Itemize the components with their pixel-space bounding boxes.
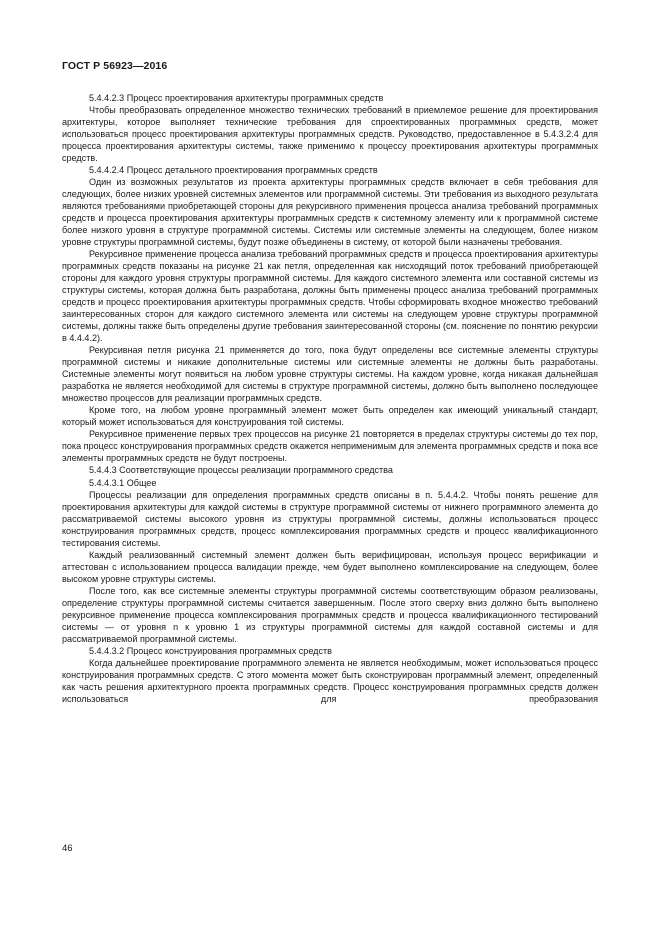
paragraph: Рекурсивная петля рисунка 21 применяется до того, пока будут определены все системные элементы структуры программной системы и никакие дополнительные системы или системные элементы не должны быть разработаны. Системные элементы могут появиться на любом уровне структуры системы. На каждом уровне, когда никакая дальнейшая разработка не является необходимой для системы в структуре программной системы, должно быть выполнено последующее множество процессов для реализации программных средств. [62,345,598,404]
standard-header: ГОСТ Р 56923—2016 [62,60,168,72]
section-heading-5-4-4-3-2: 5.4.4.3.2 Процесс конструирования программных средств [89,645,332,656]
page-number: 46 [62,843,73,854]
paragraph: Чтобы преобразовать определенное множество технических требований в приемлемое решение для проектирования архитектуры, которое выполняет технические требования для спроектированных программных средств, может использоваться процесс проектирования архитектуры программных средств. Руководство, предоставленное в 5.4.3.2.4 для процесса проектирования архитектуры системы, также применимо к процессу проектирования архитектуры программных средств. [62,105,598,164]
paragraph: Один из возможных результатов из проекта архитектуры программных средств включает в себя требования для следующих, более низких уровней системных элементов или программной системы. Эти требования из выходного результата являются требованиями приобретающей стороны для рекурсивного применения процесса анализа требований программных средств и процесса проектирования архитектуры программных средств к системному элементу или к программной системе более низкого уровня в структуре программной системы. Системы или системные элементы на следующем, более низком уровне структуры программной системы, будут позже объединены в систему, от которой были назначены требования. [62,177,598,248]
section-heading-5-4-4-2-4: 5.4.4.2.4 Процесс детального проектирования программных средств [89,165,378,176]
paragraph: Каждый реализованный системный элемент должен быть верифицирован, используя процесс верификации и аттестован с использованием процесса валидации прежде, чем будет выполнено комплексирование на следующем, более высоком уровне структуры системы. [62,549,598,584]
section-heading-5-4-4-2-3: 5.4.4.2.3 Процесс проектирования архитектуры программных средств [89,93,384,103]
paragraph: Рекурсивное применение процесса анализа требований программных средств и процесса проектирования архитектуры программных средств показаны на рисунке 21 как петля, определенная как нисходящий поток требований приобретающей стороны для каждого уровня структуры программной системы. Для каждого системного элемента или составной системы из структуры системы, которая должна быть разработана, должны быть применены процесс анализа требований программных средств и процесс проектирования архитектуры программных средств. Чтобы сформировать входное множество требований заинтересованных сторон для каждого системного элемента или системы на следующем уровне структуры программной системы, должны также быть определены другие требования заинтересованной стороны (см. пояснение по понятию рекурсии в 4.4.4.2). [62,249,598,344]
document-body [62,92,598,705]
section-heading-5-4-4-3-1: 5.4.4.3.1 Общее [89,477,157,488]
paragraph: Кроме того, на любом уровне программный элемент может быть определен как имеющий уникальный стандарт, который может использоваться для конструирования той системы. [62,405,598,428]
paragraph-continued: Когда дальнейшее проектирование программного элемента не является необходимым, может использоваться процесс конструирования программных средств. С этого момента может быть сконструирован программный элемент, определенный как часть решения архитектурного проекта программных средств. Процесс конструирования программных средств должен использоваться для преобразования [62,657,598,704]
paragraph: Процессы реализации для определения программных средств описаны в п. 5.4.4.2. Чтобы понять решение для проектирования архитектуры для каждой системы в структуре программной системы от нижнего программного элемента до рассматриваемой системы высокого уровня из структуры программной системы, должны использоваться процесс конструирования программных средств, процесс комплексирования программных средств и процесс квалификационного тестирования системы. [62,489,598,548]
section-heading-5-4-4-3: 5.4.4.3 Соответствующие процессы реализации программного средства [89,465,393,476]
paragraph: После того, как все системные элементы структуры программной системы соответствующим образом реализованы, определение структуры программной системы считается завершенным. После этого сверху вниз должно быть выполнено рекурсивное применение процесса комплексирования программных средств и процесса квалификационного тестирований системы — от уровня n к уровню 1 из структуры программной системы для каждой составной системы и для рассматриваемой программной системы. [62,585,598,644]
paragraph: Рекурсивное применение первых трех процессов на рисунке 21 повторяется в пределах структуры системы до тех пор, пока процесс конструирования программных средств окажется неприменимым для элемента программных средств и пока все элементы программных средств не будут построены. [62,429,598,464]
